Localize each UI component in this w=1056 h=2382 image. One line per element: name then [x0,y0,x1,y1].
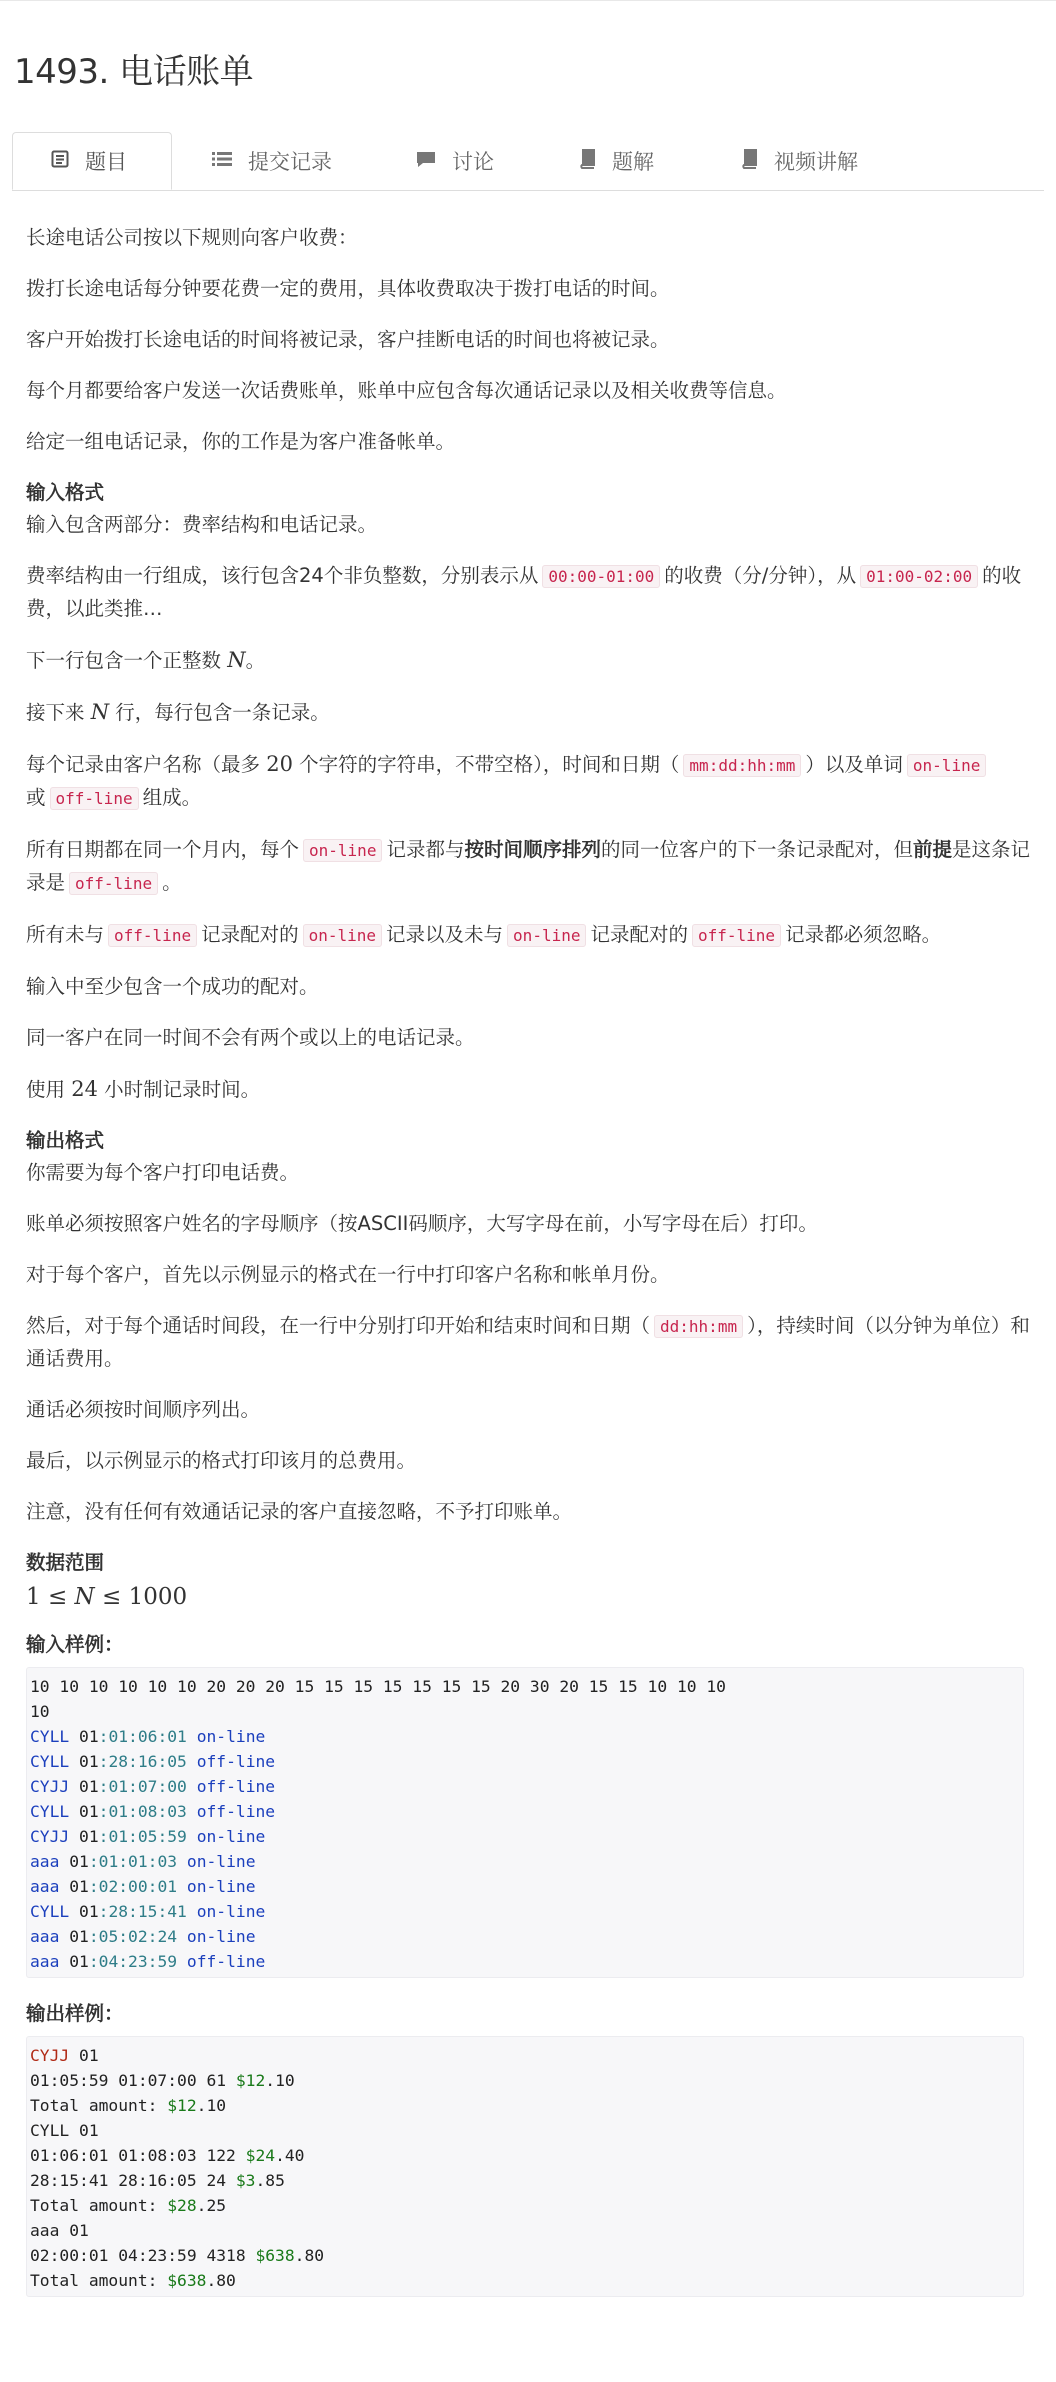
inline-code: on-line [507,924,586,947]
output-line [30,2171,285,2190]
tab-submissions[interactable] [212,132,332,190]
math-num: 20 [266,752,293,776]
record-status: off-line [196,1802,276,1821]
record-name: aaa [30,1952,60,1971]
output-lines [30,2046,324,2290]
record-line [30,1927,256,1946]
output-text: Total amount: [30,2196,168,2215]
record-month: 01 [79,1827,99,1846]
inline-code: 01:00-02:00 [860,565,978,588]
output-amount: $638 [167,2271,207,2290]
desc-paragraph: 客户开始拨打长途电话的时间将被记录，客户挂断电话的时间也将被记录。 [26,328,670,351]
record-name: aaa [30,1877,60,1896]
book-icon [740,149,758,174]
record-time: :01:08:03 [98,1802,187,1821]
output-cents: .85 [255,2171,285,2190]
input-paragraph: 每个记录由客户名称（最多 20 个字符的字符串，不带空格），时间和日期（ mm:dd:hh:mm ）以及单词 on-line 或 off-line 组成。 [26,748,1031,815]
output-text: 02:00:01 04:23:59 4318 [30,2246,256,2265]
record-status: on-line [186,1852,256,1871]
inline-code: dd:hh:mm [654,1315,743,1338]
output-paragraph: 账单必须按照客户姓名的字母顺序（按ASCII码顺序，大写字母在前，小写字母在后）打印。 [26,1212,818,1235]
record-month: 01 [69,1877,89,1896]
record-status: on-line [196,1727,266,1746]
output-amount: $3 [235,2171,256,2190]
record-month: 01 [69,1927,89,1946]
tab-discussion[interactable] [416,132,494,190]
records [30,1727,275,1971]
record-time: :01:01:03 [88,1852,178,1871]
output-amount: $12 [235,2071,266,2090]
input-paragraph: 使用 24 小时制记录时间。 [26,1077,261,1101]
record-month: 01 [69,1952,89,1971]
record-time: :01:05:59 [98,1827,187,1846]
sample-output-block[interactable] [26,2036,1024,2297]
inline-code: on-line [907,754,986,777]
record-status: off-line [196,1752,276,1771]
output-text: CYLL 01 [30,2121,99,2140]
record-time: :01:07:00 [98,1777,187,1796]
record-status: on-line [186,1927,256,1946]
inline-code: off-line [692,924,781,947]
record-time: :05:02:24 [88,1927,178,1946]
tab-label: 题解 [612,150,654,174]
inline-code: on-line [303,839,382,862]
record-time: :28:16:05 [98,1752,187,1771]
inline-code: off-line [50,787,139,810]
inline-code: off-line [108,924,197,947]
inline-code: on-line [303,924,382,947]
tab-label: 视频讲解 [774,150,858,174]
output-line [30,2246,324,2265]
output-paragraph: 通话必须按时间顺序列出。 [26,1398,261,1421]
input-paragraph: 接下来 N 行，每行包含一条记录。 [26,700,330,724]
output-text: 28:15:41 28:16:05 24 [30,2171,236,2190]
output-text: aaa 01 [30,2221,89,2240]
desc-paragraph: 给定一组电话记录，你的工作是为客户准备帐单。 [26,430,456,453]
output-line [30,2046,99,2065]
input-paragraph: 费率结构由一行组成，该行包含24个非负整数，分别表示从 00:00-01:00 的收费（分/分钟），从 01:00-02:00 的收费，以此类推… [26,564,1022,620]
tab-label: 提交记录 [248,150,332,174]
input-paragraph: 同一客户在同一时间不会有两个或以上的电话记录。 [26,1026,475,1049]
tab-label: 讨论 [452,150,494,174]
input-paragraph: 输入包含两部分：费率结构和电话记录。 [26,513,378,536]
output-cents: .80 [294,2246,325,2265]
output-amount: $28 [167,2196,197,2215]
output-cents: .80 [206,2271,236,2290]
output-text: Total amount: [30,2096,168,2115]
output-line [30,2071,295,2090]
range-formula: 1 ≤ N ≤ 1000 [26,1584,188,1610]
output-cents: .10 [265,2071,295,2090]
output-cents: .25 [196,2196,227,2215]
record-line [30,1727,265,1746]
tab-solutions[interactable] [578,132,654,190]
tab-problem[interactable] [12,132,172,190]
comment-icon [416,149,436,173]
record-time: :04:23:59 [88,1952,178,1971]
input-paragraph: 下一行包含一个正整数 N。 [26,648,266,672]
record-name: CYLL [30,1802,70,1821]
record-name: CYLL [30,1727,70,1746]
inline-code: off-line [69,872,158,895]
record-status: on-line [196,1902,266,1921]
page-title: 1493. 电话账单 [14,52,254,92]
inline-code: 00:00-01:00 [542,565,660,588]
inline-code: mm:dd:hh:mm [683,754,801,777]
output-paragraph: 注意，没有任何有效通话记录的客户直接忽略，不予打印账单。 [26,1500,573,1523]
desc-paragraph: 拨打长途电话每分钟要花费一定的费用，具体收费取决于拨打电话的时间。 [26,277,670,300]
record-status: on-line [186,1877,256,1896]
input-paragraph: 输入中至少包含一个成功的配对。 [26,975,319,998]
output-line [30,2196,226,2215]
sample-input-heading: 输入样例： [26,1633,124,1656]
rates-line: 10 10 10 10 10 10 20 20 20 15 15 15 15 15 15 15 20 30 20 15 15 10 10 10 [30,1677,726,1696]
record-name: aaa [30,1927,60,1946]
output-text: 01:05:59 01:07:00 61 [30,2071,236,2090]
sample-output-heading: 输出样例： [26,2002,124,2025]
record-month: 01 [79,1777,99,1796]
output-format-heading: 输出格式 [26,1129,105,1152]
top-divider [0,0,1056,1]
output-paragraph: 你需要为每个客户打印电话费。 [26,1161,300,1184]
output-paragraph: 最后，以示例显示的格式打印该月的总费用。 [26,1449,417,1472]
problem-content [26,222,1031,2317]
record-status: off-line [186,1952,266,1971]
record-name: CYJJ [30,1777,70,1796]
output-text: 01:06:01 01:08:03 122 [30,2146,246,2165]
desc-paragraph: 每个月都要给客户发送一次话费账单，账单中应包含每次通话记录以及相关收费等信息。 [26,379,787,402]
output-name: CYJJ [30,2046,70,2065]
record-time: :01:06:01 [98,1727,187,1746]
output-line [30,2221,89,2240]
output-cents: .10 [196,2096,227,2115]
input-paragraph: 所有未与 off-line 记录配对的 on-line 记录以及未与 on-line 记录配对的 off-line 记录都必须忽略。 [26,923,942,946]
record-name: CYJJ [30,1827,70,1846]
input-format-heading: 输入格式 [26,481,105,504]
output-line [30,2271,236,2290]
output-text: 01 [69,2046,99,2065]
output-line [30,2096,226,2115]
record-line [30,1877,256,1896]
output-text: Total amount: [30,2271,168,2290]
tab-label: 题目 [85,150,127,174]
input-paragraph: 所有日期都在同一个月内，每个 on-line 记录都与按时间顺序排列的同一位客户的下一条记录配对，但前提是这条记录是 off-line 。 [26,838,1031,894]
output-paragraph: 对于每个客户，首先以示例显示的格式在一行中打印客户名称和帐单月份。 [26,1263,670,1286]
record-month: 01 [79,1752,99,1771]
math-num: 24 [71,1077,98,1101]
record-line [30,1902,265,1921]
record-time: :28:15:41 [98,1902,187,1921]
record-month: 01 [79,1902,99,1921]
record-status: off-line [196,1777,276,1796]
output-line [30,2121,99,2140]
output-amount: $24 [245,2146,276,2165]
record-line [30,1952,265,1971]
tab-video[interactable] [740,132,858,190]
range-heading: 数据范围 [26,1551,105,1574]
list-icon [212,149,232,173]
book-icon [578,149,596,174]
count-line: 10 [30,1702,50,1721]
record-line [30,1777,275,1796]
record-line [30,1752,275,1771]
record-name: CYLL [30,1902,70,1921]
record-name: aaa [30,1852,60,1871]
document-icon [51,149,69,173]
output-amount: $12 [167,2096,197,2115]
desc-paragraph: 长途电话公司按以下规则向客户收费： [26,226,358,249]
record-month: 01 [79,1802,99,1821]
record-name: CYLL [30,1752,70,1771]
record-line [30,1852,256,1871]
tab-bar [12,132,1044,191]
record-month: 01 [69,1852,89,1871]
math-var: N [227,648,246,672]
output-cents: .40 [275,2146,305,2165]
record-status: on-line [196,1827,266,1846]
record-line [30,1802,275,1821]
output-line [30,2146,305,2165]
sample-input-block[interactable] [26,1667,1024,1978]
record-line [30,1827,265,1846]
record-time: :02:00:01 [88,1877,178,1896]
math-var: N [90,700,110,724]
record-month: 01 [79,1727,99,1746]
output-paragraph: 然后，对于每个通话时间段，在一行中分别打印开始和结束时间和日期（ dd:hh:mm ），持续时间（以分钟为单位）和通话费用。 [26,1314,1030,1370]
output-amount: $638 [255,2246,295,2265]
